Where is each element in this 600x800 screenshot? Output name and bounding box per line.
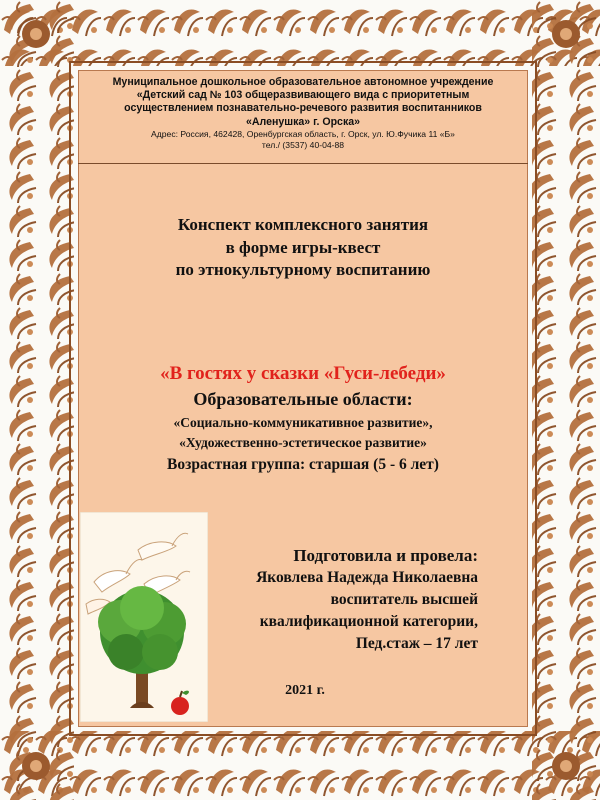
organization-phone: тел./ (3537) 40-04-88 xyxy=(261,140,345,151)
organization-address: Адрес: Россия, 462428, Оренбургская область, г. Орск, ул. Ю.Фучика 11 «Б» xyxy=(151,128,455,139)
author-name: Яковлева Надежда Николаевна xyxy=(256,569,478,586)
author-block xyxy=(188,545,478,655)
education-areas-heading: Образовательные области: xyxy=(193,389,413,409)
title-line-2: в форме игры-квест xyxy=(225,237,381,257)
organization-name: Муниципальное дошкольное образовательное автономное учреждение «Детский сад № 103 общеразвивающего вида с приоритетным осуществлением познавательно-речевого развития воспитанников «Аленушка» г. Орска» xyxy=(112,76,494,128)
author-position-1: воспитатель высшей xyxy=(330,591,478,608)
author-experience: Пед.стаж – 17 лет xyxy=(355,635,478,652)
age-group: Возрастная группа: старшая (5 - 6 лет) xyxy=(167,456,439,473)
document-year: 2021 г. xyxy=(285,683,325,698)
header-divider xyxy=(78,163,528,164)
lesson-theme: «В гостях у сказки «Гуси-лебеди» xyxy=(160,363,446,384)
document-title xyxy=(78,214,528,282)
prepared-by-label: Подготовила и провела: xyxy=(293,546,478,565)
title-line-1: Конспект комплексного занятия xyxy=(177,215,429,234)
education-area-social: «Социально-коммуникативное развитие», xyxy=(173,415,433,430)
title-line-3: по этнокультурному воспитанию xyxy=(175,260,431,279)
author-position-2: квалификационной категории, xyxy=(259,613,478,630)
education-area-artistic: «Художественно-эстетическое развитие» xyxy=(179,435,427,450)
